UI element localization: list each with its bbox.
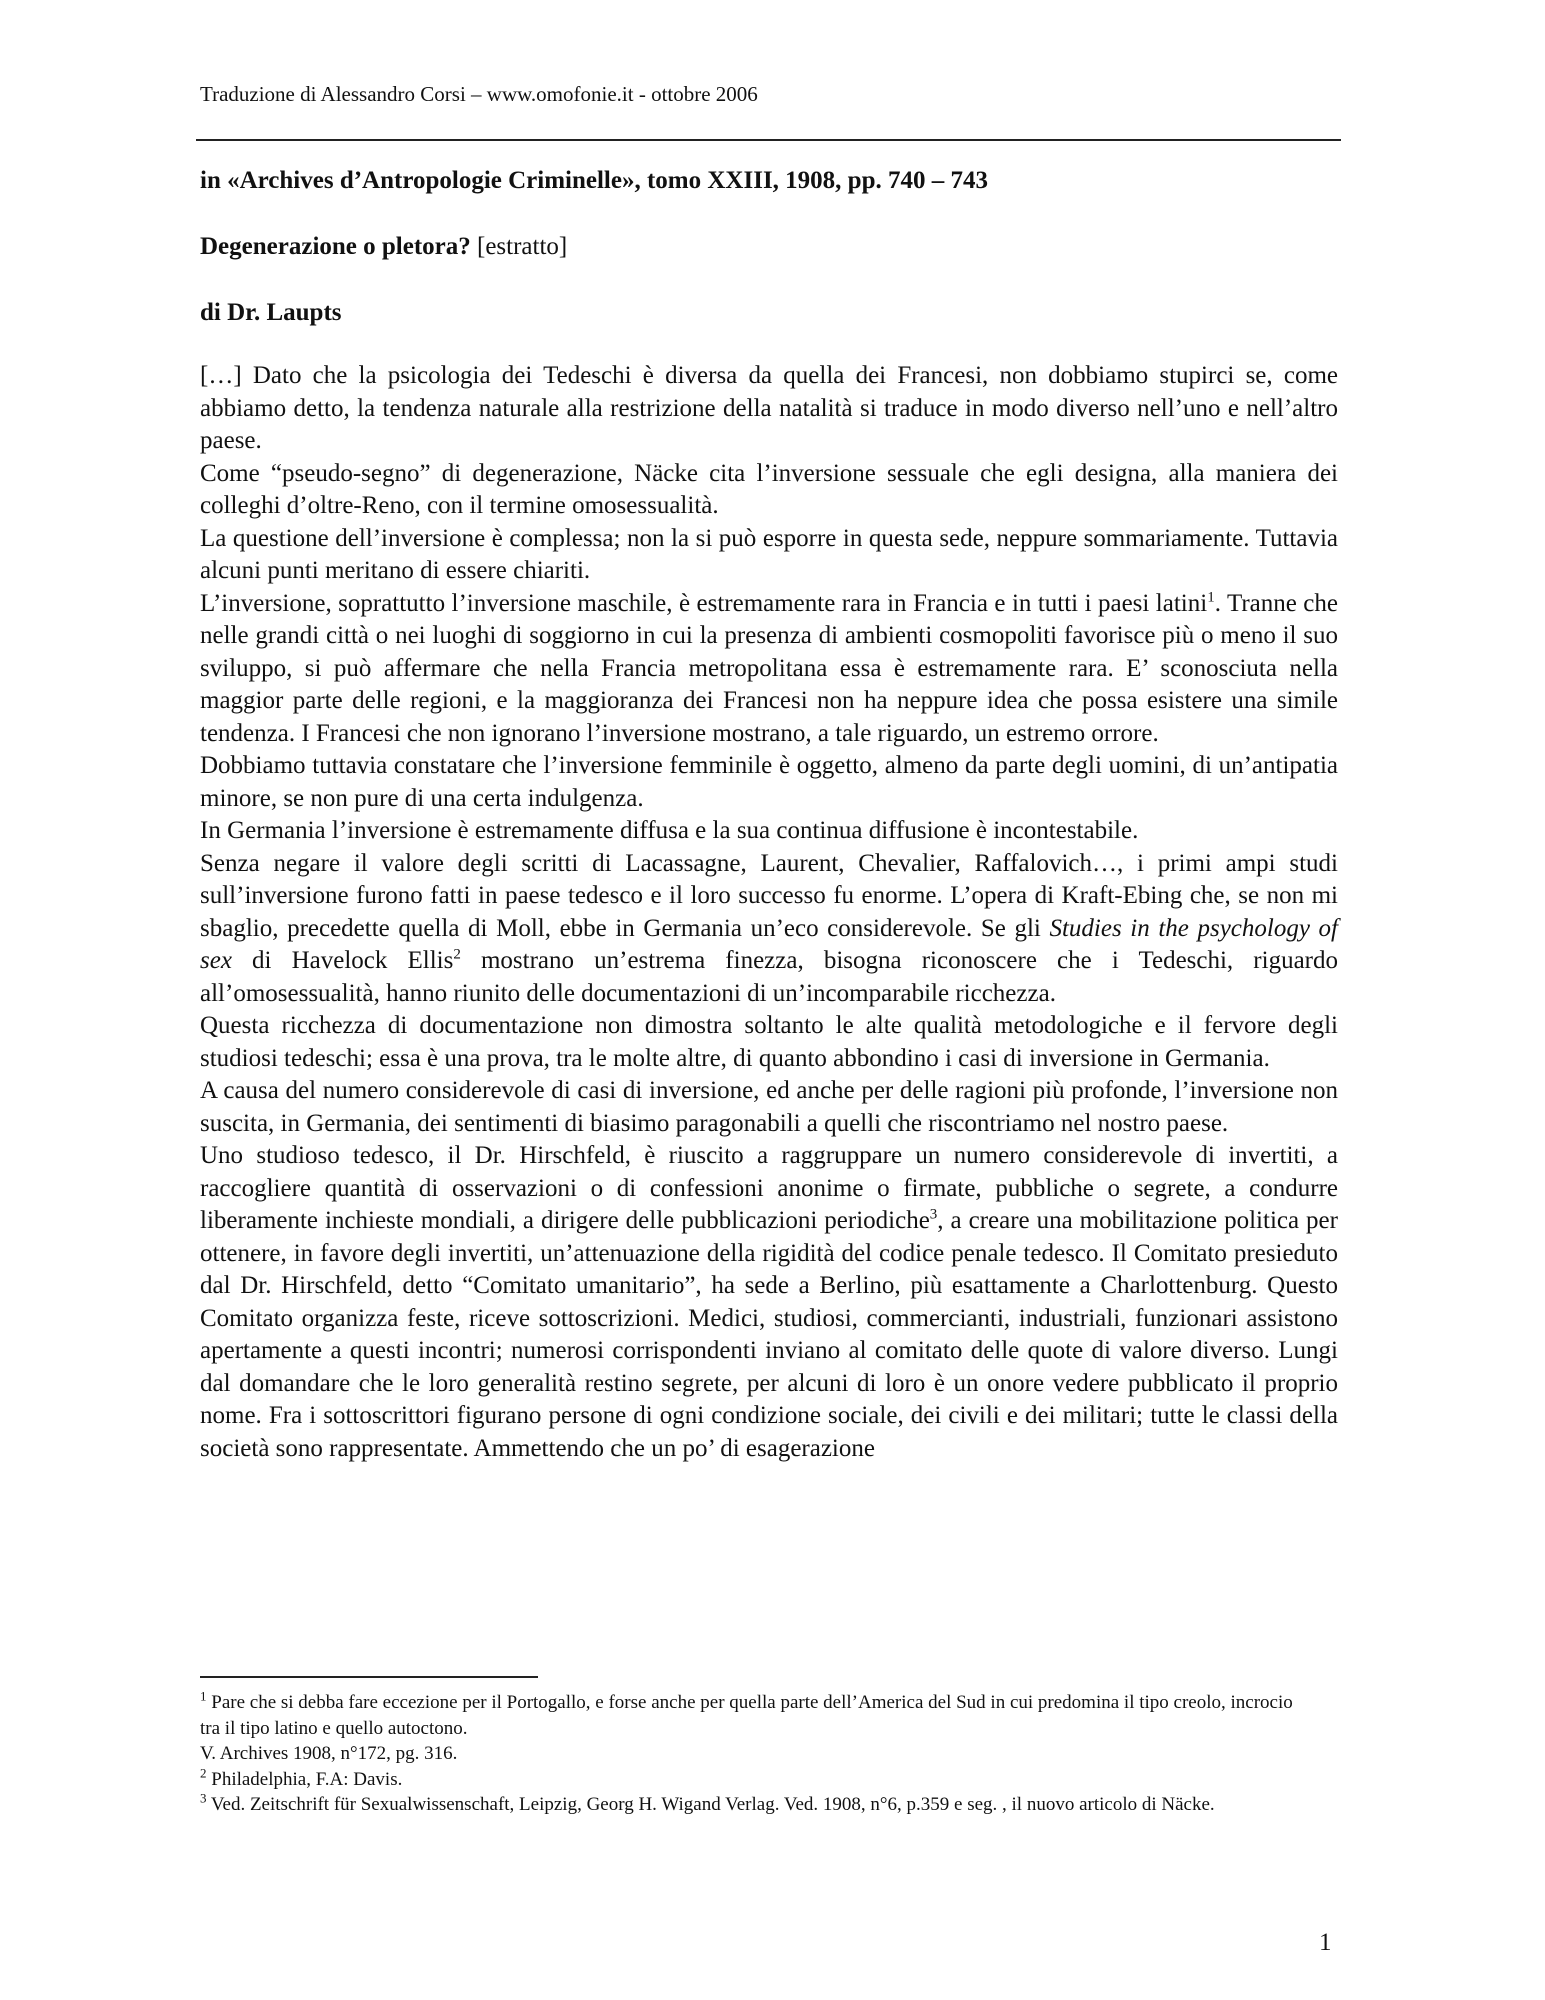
document-body: [200, 164, 1338, 1465]
paragraph-4-text-b: . Tranne che nelle grandi città o nei luoghi di soggiorno in cui la presenza di ambienti cosmopoliti favorisce più o meno il suo sviluppo, si può affermare che nella Francia metropolitana essa è estremamente rara. E’ sconosciuta nella maggior parte delle regioni, e la maggioranza dei Francesi non ha neppure idea che possa esistere una simile tendenza. I Francesi che non ignorano l’inversione mostrano, a tale riguardo, un estremo orrore.: [200, 589, 1338, 747]
footnote-ref-1[interactable]: 1: [1207, 589, 1215, 606]
paragraph-8: Questa ricchezza di documentazione non dimostra soltanto le alte qualità metodologiche e il fervore degli studiosi tedeschi; essa è una prova, tra le molte altre, di quanto abbondino i casi di inversione in Germania.: [200, 1012, 1338, 1072]
footnote-1-number: 1: [200, 1688, 207, 1704]
book-title: Studies in the psychology of sex: [200, 914, 1338, 974]
page-number: 1: [1319, 1929, 1332, 1956]
footnote-1: [200, 1690, 1310, 1741]
paragraph-9: A causa del numero considerevole di casi di inversione, ed anche per delle ragioni più profonde, l’inversione non suscita, in Germania, dei sentimenti di biasimo paragonabili a quelli che riscontriamo nel nostro paese.: [200, 1077, 1338, 1137]
footnote-3-number: 3: [200, 1790, 207, 1806]
article-title-line: [200, 230, 1338, 264]
footnote-1-extra: V. Archives 1908, n°172, pg. 316.: [200, 1743, 458, 1764]
paragraph-2: Come “pseudo-segno” di degenerazione, Näcke cita l’inversione sessuale che egli designa, alla maniera dei colleghi d’oltre-Reno, con il termine omosessualità.: [200, 459, 1338, 519]
article-source: in «Archives d’Antropologie Criminelle», tomo XXIII, 1908, pp. 740 – 743: [200, 167, 988, 194]
footnote-ref-2[interactable]: 2: [453, 946, 461, 963]
running-header: Traduzione di Alessandro Corsi – www.omofonie.it - ottobre 2006: [200, 82, 758, 106]
footnote-1-text: Pare che si debba fare eccezione per il Portogallo, e forse anche per quella parte dell’America del Sud in cui predomina il tipo creolo, incrocio tra il tipo latino e quello autoctono.: [200, 1692, 1293, 1739]
paragraph-3: La questione dell’inversione è complessa; non la si può esporre in questa sede, neppure sommariamente. Tuttavia alcuni punti meritano di essere chiariti.: [200, 524, 1338, 584]
footnote-3-text: Ved. Zeitschrift für Sexualwissenschaft, Leipzig, Georg H. Wigand Verlag. Ved. 1908, n°6, p.359 e seg. , il nuovo articolo di Näcke.: [206, 1794, 1215, 1815]
paragraph-7-text-a: Senza negare il valore degli scritti di Lacassagne, Laurent, Chevalier, Raffalovich…, i primi ampi studi sull’inversione furono fatti in paese tedesco e il loro successo fu enorme. L’opera di Kraft-Ebing che, se non mi sbaglio, precedette quella di Moll, ebbe in Germania un’eco considerevole. Se gli: [200, 849, 1338, 942]
paragraph-7-text-c: mostrano un’estrema finezza, bisogna riconoscere che i Tedeschi, riguardo all’omosessualità, hanno riunito delle documentazioni di un’incomparabile ricchezza.: [200, 947, 1338, 1007]
footnote-2-text: Philadelphia, F.A: Davis.: [206, 1768, 403, 1790]
article-title: Degenerazione o pletora?: [200, 233, 471, 260]
footnote-ref-3[interactable]: 3: [929, 1206, 938, 1223]
paragraph-1: […] Dato che la psicologia dei Tedeschi è diversa da quella dei Francesi, non dobbiamo stupirci se, come abbiamo detto, la tendenza naturale alla restrizione della natalità si traduce in modo diverso nell’uno e nell’altro paese.: [200, 362, 1338, 454]
article-title-note: [estratto]: [477, 233, 568, 260]
footnote-rule: [200, 1676, 538, 1678]
paragraph-7: [200, 848, 1338, 1011]
paragraph-4-text-a: L’inversione, soprattutto l’inversione maschile, è estremamente rara in Francia e in tutti i paesi latini: [200, 589, 1208, 617]
header-rule: [196, 139, 1341, 141]
paragraph-10: [200, 1140, 1338, 1465]
footnote-2-number: 2: [200, 1765, 207, 1781]
paragraph-10-text-b: , a creare una mobilitazione politica per ottenere, in favore degli invertiti, un’attenuazione della rigidità del codice penale tedesco. Il Comitato presieduto dal Dr. Hirschfeld, detto “Comitato umanitario”, ha sede a Berlino, più esattamente a Charlottenburg. Questo Comitato organizza feste, riceve sottoscrizioni. Medici, studiosi, commercianti, industriali, funzionari assistono apertamente a questi incontri; numerosi corrispondenti inviano al comitato delle quote di valore diverso. Lungi dal domandare che le loro generalità restino segrete, per alcuni di loro è un onore vedere pubblicato il proprio nome. Fra i sottoscrittori figurano persone di ogni condizione sociale, dei civili e dei militari; tutte le classi della società sono rappresentate. Ammettendo che un po’ di esagerazione: [200, 1207, 1338, 1462]
footnote-2: [200, 1767, 1310, 1793]
paragraph-4: [200, 588, 1338, 751]
article-author: di Dr. Laupts: [200, 299, 342, 326]
paragraph-5: Dobbiamo tuttavia constatare che l’inversione femminile è oggetto, almeno da parte degli uomini, di un’antipatia minore, se non pure di una certa indulgenza.: [200, 752, 1338, 812]
paragraph-10-text-a: Uno studioso tedesco, il Dr. Hirschfeld, è riuscito a raggruppare un numero considerevole di invertiti, a raccogliere quantità di osservazioni o di confessioni anonime o firmate, pubbliche o segrete, a condurre liberamente inchieste mondiali, a dirigere delle pubblicazioni periodiche: [200, 1142, 1338, 1234]
footnotes: [200, 1690, 1310, 1818]
paragraph-7-text-b: di Havelock Ellis: [231, 947, 454, 974]
paragraph-6: In Germania l’inversione è estremamente diffusa e la sua continua diffusione è incontestabile.: [200, 817, 1139, 844]
footnote-3: [200, 1792, 1310, 1818]
